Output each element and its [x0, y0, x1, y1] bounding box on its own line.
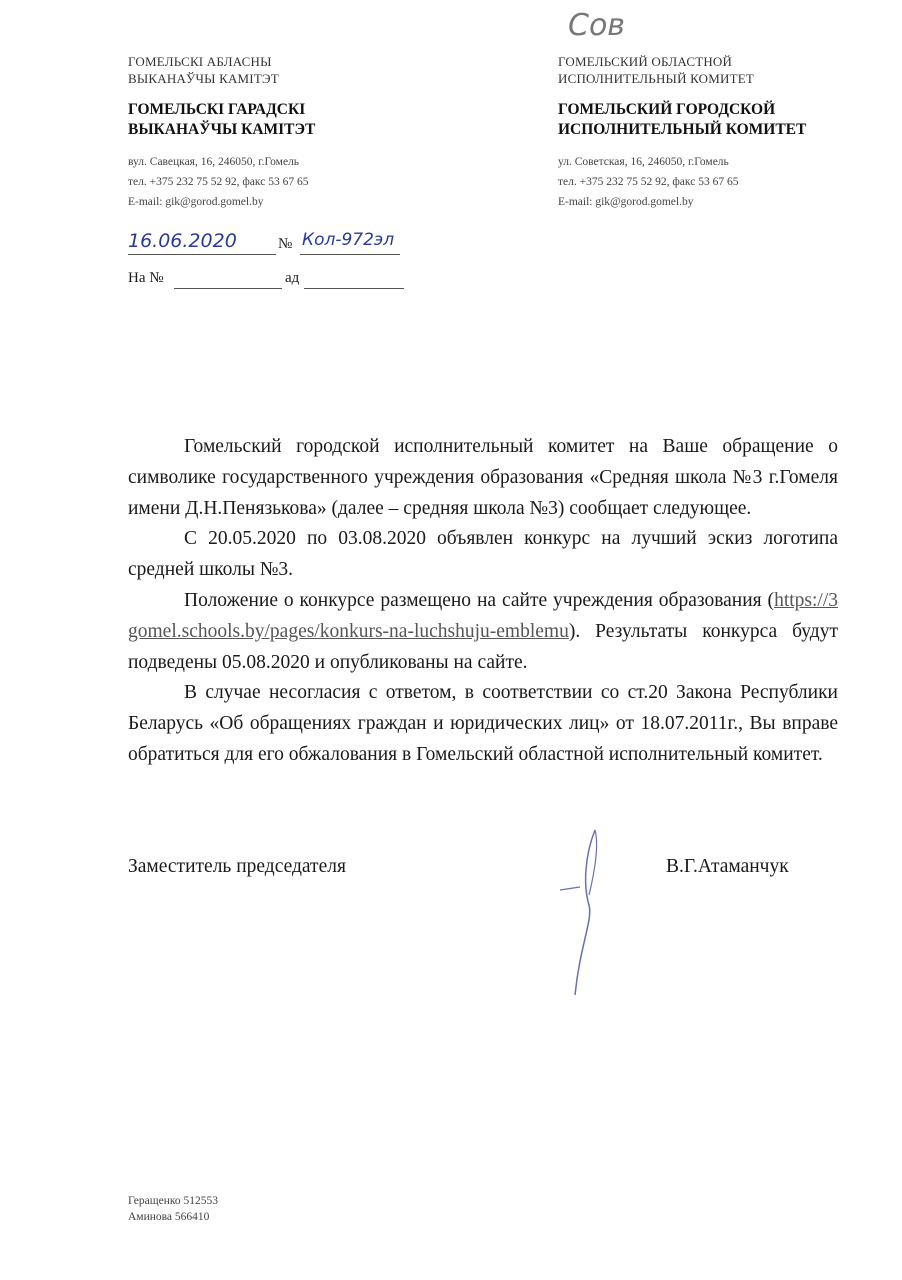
- number-label: №: [278, 236, 293, 252]
- footer-line1: Геращенко 512553: [128, 1195, 218, 1207]
- registration-number: Кол-972эл: [302, 230, 395, 250]
- letter-body: [128, 432, 838, 771]
- right-phone: тел. +375 232 75 52 92, факс 53 67 65: [558, 176, 739, 188]
- registration-date: 16.06.2020: [128, 230, 237, 252]
- left-phone: тел. +375 232 75 52 92, факс 53 67 65: [128, 176, 309, 188]
- paragraph-1: Гомельский городской исполнительный комитет на Ваше обращение о символике государственного учреждения образования «Средняя школа №3 г.Гомеля имени Д.Н.Пенязькова» (далее – средняя школа №3) сообщает следующее.: [128, 436, 838, 519]
- signer-name: В.Г.Атаманчук: [666, 856, 789, 877]
- paragraph-4: В случае несогласия с ответом, в соответствии со ст.20 Закона Республики Беларусь «Об обращениях граждан и юридических лиц» от 18.07.2011г., Вы вправе обратиться для его обжалования в Гомельский областной исполнительный комитет.: [128, 682, 838, 765]
- right-header-line1: ГОМЕЛЬСКИЙ ОБЛАСТНОЙ: [558, 54, 733, 69]
- left-letterhead: [128, 53, 315, 212]
- right-email: E-mail: gik@gorod.gomel.by: [558, 196, 694, 208]
- right-header-bold2: ИСПОЛНИТЕЛЬНЫЙ КОМИТЕТ: [558, 121, 807, 138]
- paragraph-3-start: Положение о конкурсе размещено на сайте учреждения образования (: [184, 589, 775, 611]
- footer-contacts: [128, 1193, 218, 1225]
- right-header-line2: ИСПОЛНИТЕЛЬНЫЙ КОМИТЕТ: [558, 71, 755, 86]
- right-letterhead: [558, 53, 806, 212]
- signer-position: Заместитель председателя: [128, 856, 346, 877]
- left-email: E-mail: gik@gorod.gomel.by: [128, 196, 264, 208]
- reply-label: На №: [128, 270, 164, 286]
- left-address: вул. Савецкая, 16, 246050, г.Гомель: [128, 156, 300, 168]
- from-label: ад: [285, 270, 300, 286]
- registration-line: [128, 230, 408, 256]
- right-address: ул. Советская, 16, 246050, г.Гомель: [558, 156, 729, 168]
- left-header-line1: ГОМЕЛЬСКІ АБЛАСНЫ: [128, 54, 272, 69]
- left-header-line2: ВЫКАНАЎЧЫ КАМІТЭТ: [128, 71, 279, 86]
- left-header-bold1: ГОМЕЛЬСКІ ГАРАДСКІ: [128, 101, 306, 118]
- footer-line2: Аминова 566410: [128, 1211, 210, 1223]
- paragraph-3-end: ). Результаты конкурса будут подведены 05.08.2020 и опубликованы на сайте.: [128, 620, 838, 673]
- handwritten-signature: [555, 825, 615, 1000]
- left-header-bold2: ВЫКАНАЎЧЫ КАМІТЭТ: [128, 121, 316, 138]
- paragraph-2: С 20.05.2020 по 03.08.2020 объявлен конкурс на лучший эскиз логотипа средней школы №3.: [128, 528, 838, 581]
- contest-link[interactable]: https://3gomel.schools.by/pages/konkurs-na-luchshuju-emblemu: [128, 589, 838, 642]
- paragraph-3: [128, 586, 838, 678]
- right-header-bold1: ГОМЕЛЬСКИЙ ГОРОДСКОЙ: [558, 101, 776, 118]
- handwritten-note: Сов: [568, 8, 625, 43]
- reply-line: [128, 270, 408, 292]
